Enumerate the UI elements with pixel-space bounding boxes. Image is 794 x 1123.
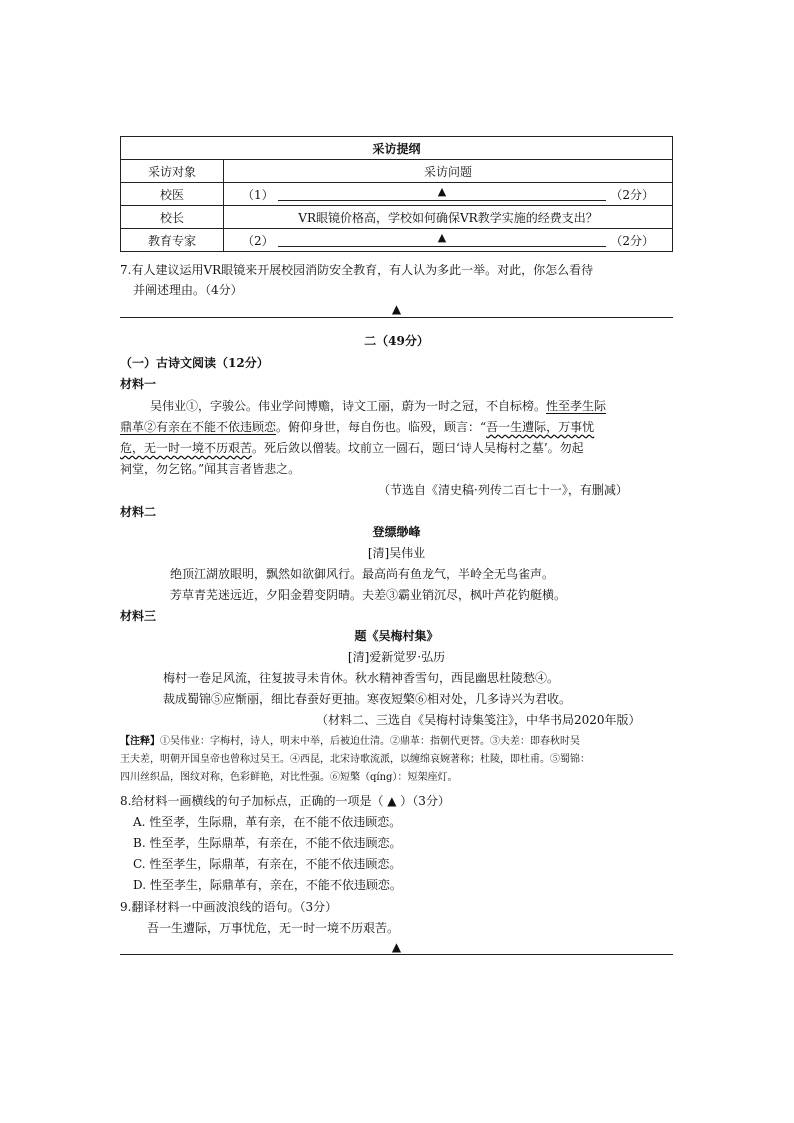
q9-answer-marker: ▲ [391,940,402,954]
text-span: ①吴伟业：字梅村，诗人，明末中举，后被迫仕清。②鼎革：指朝代更替。③夫差：即春秋时吴 [160,736,580,747]
row-subject: 校长 [121,206,224,229]
header-subject: 采访对象 [121,160,224,183]
table-row [121,229,673,252]
poem-line: 裁成蜀锦⑤应惭丽，细比春蚕好更抽。寒夜短檠⑥相对处，几多诗兴为君收。 [163,692,572,706]
poem-author: [清]吴伟业 [367,546,426,560]
q8-option-c: C. 性至孝生，际鼎革，有亲在，不能不依违顾恋。 [133,857,402,871]
divider [120,954,673,955]
underlined-text: 性至孝生际 [546,399,607,413]
q9-stem: 9.翻译材料一中画波浪线的语句。（3分） [120,900,338,914]
text-span: 。俯仰身世，每自伤也。临殁，顾言：“ [276,420,487,434]
section-subtitle: （一）古诗文阅读（12分） [120,356,269,370]
q7-line2: 并阐述理由。（4分） [133,283,243,297]
poem-title: 登缥缈峰 [372,525,421,539]
answer-blank-line [278,184,607,201]
poem-line: 芳草青芜迷远近，夕阳金碧变阴晴。夫差③霸业销沉尽，枫叶芦花钓艇横。 [170,588,567,602]
q7-line1: 7.有人建议运用VR眼镜来开展校园消防安全教育，有人认为多此一举。对此，你怎么看待 [120,263,594,277]
triangle-marker: ▲ [437,230,447,244]
wavy-underlined-text: 吾一生遭际，万事忧 [486,420,595,434]
material3-source: （材料二、三选自《吴梅村诗集笺注》，中华书局2020年版） [316,713,641,727]
row-subject: 校医 [121,183,224,206]
blank-prefix: （2） [242,233,274,248]
triangle-marker: ▲ [437,184,447,198]
q9-sentence: 吾一生遭际，万事忧危，无一时一境不历艰苦。 [147,921,400,935]
row-question [224,183,673,206]
q7-answer-marker: ▲ [391,302,402,316]
poem-line: 梅村一卷足风流，往复披寻未肯休。秋水精神香雪句，西昆幽思杜陵愁④。 [163,671,560,685]
table-row [121,206,673,229]
underlined-text: 鼎革②有亲在不能不依违顾恋 [120,420,277,434]
q8-option-d: D. 性至孝生，际鼎革有，亲在，不能不依违顾恋。 [133,878,402,892]
score-label: （2分） [610,233,654,248]
row-question: VR眼镜价格高，学校如何确保VR教学实施的经费支出？ [224,206,673,229]
wavy-underlined-text: 危，无一时一境不历艰苦 [120,441,253,455]
row-question [224,229,673,252]
table-header-row [121,160,673,183]
header-question: 采访问题 [224,160,673,183]
material1-line3 [120,439,584,457]
notes-label: 【注释】 [120,736,160,747]
material1-source: （节选自《清史稿·列传二百七十一》，有删减） [378,483,628,497]
notes-line3: 四川丝织品，图纹对称，色彩鲜艳，对比性强。⑥短檠（qíng）：短架座灯。 [120,772,458,783]
material1-line4: 祠堂，勿乞铭。”闻其言者皆悲之。 [120,462,301,476]
q8-stem: 8.给材料一画横线的句子加标点，正确的一项是（ ▲ ）（3分） [120,794,450,808]
material1-line1 [150,397,606,415]
interview-outline-table [120,136,673,252]
material2-label: 材料二 [120,505,157,519]
notes-line1 [120,734,580,749]
poem-title: 题《吴梅村集》 [354,629,439,643]
poem-author: [清]爱新觉罗·弘历 [347,650,446,664]
q8-option-a: A. 性至孝，生际鼎，革有亲，在不能不依违顾恋。 [133,815,402,829]
material1-line2 [120,418,594,436]
row-subject: 教育专家 [121,229,224,252]
table-title: 采访提纲 [121,137,673,160]
score-label: （2分） [610,187,654,202]
divider [120,317,673,318]
answer-blank-line [278,230,607,247]
poem-line: 绝顶江湖放眼明，飘然如欲御风行。最高尚有鱼龙气，半岭全无鸟雀声。 [170,567,555,581]
material1-label: 材料一 [120,377,157,391]
table-title-row [121,137,673,160]
text-span: 。死后敛以僧装。坟前立一圆石，题曰‘诗人吴梅村之墓’。勿起 [252,441,584,455]
material3-label: 材料三 [120,609,157,623]
text-span: 吴伟业①，字骏公。伟业学问博赡，诗文工丽，蔚为一时之冠，不自标榜。 [150,399,547,413]
notes-line2: 王夫差，明朝开国皇帝也曾称过吴王。④西昆，北宋诗歌流派，以缠绵哀婉著称；杜陵，即杜甫。⑤蜀锦： [120,754,590,765]
section-title: 二（49分） [364,334,429,348]
table-row [121,183,673,206]
blank-prefix: （1） [242,187,274,202]
q8-option-b: B. 性至孝，生际鼎革，有亲在，不能不依违顾恋。 [133,836,402,850]
